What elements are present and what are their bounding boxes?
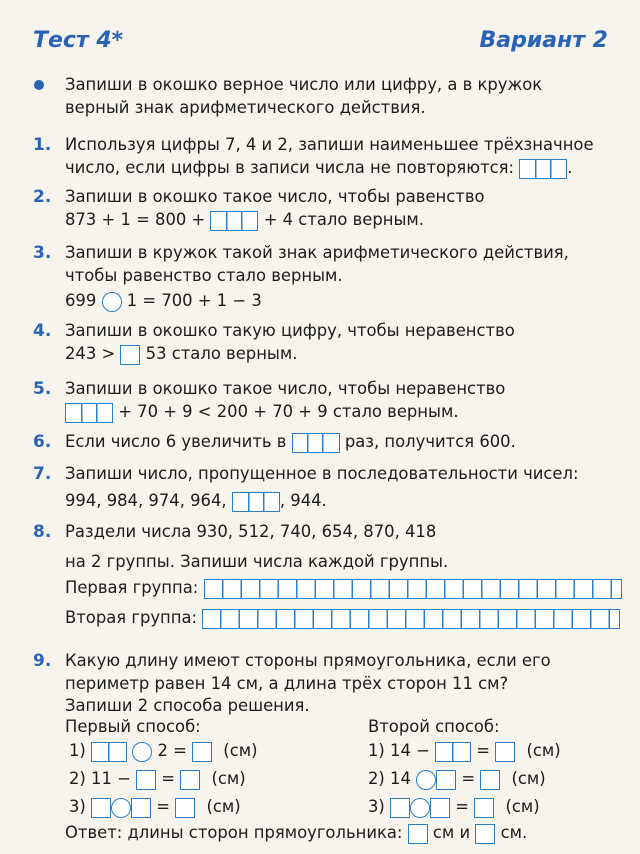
m1-s1-circle[interactable] (132, 742, 152, 762)
task-4-line-2 (65, 343, 297, 365)
answer-label: Ответ: длины сторон прямоугольника: (65, 823, 403, 842)
task-5-answer-box[interactable] (65, 403, 113, 423)
answer-box-2[interactable] (475, 824, 495, 844)
equals-sign: = (156, 797, 170, 816)
method-1-title: Первый способ: (65, 717, 201, 736)
task-7-line-1: Запиши число, пропущенное в последовательности чисел: (65, 464, 579, 483)
task-8-line-1: Раздели числа 930, 512, 740, 654, 870, 418 (65, 522, 437, 541)
equals-sign: = (461, 769, 476, 788)
m2-s1-text: 1) 14 − (368, 741, 430, 760)
task-1-line-1: Используя цифры 7, 4 и 2, запиши наименьшее трёхзначное (65, 135, 594, 154)
intro-line-1: Запиши в окошко верное число или цифру, а в кружок (65, 75, 543, 94)
task-5-line-1: Запиши в окошко такое число, чтобы неравенство (65, 379, 506, 398)
group-2-label: Вторая группа: (65, 608, 198, 627)
task-6-text-start: Если число 6 увеличить в (65, 432, 287, 451)
method-2-step-3 (368, 796, 540, 818)
task-7-sequence-end: , 944. (279, 491, 327, 510)
task-3-line-3 (65, 290, 262, 312)
intro-line-2: верный знак арифметического действия. (65, 98, 426, 117)
task-7-number: 7. (33, 464, 52, 484)
unit-label: (см) (511, 769, 546, 788)
task-4-inequality-end: 53 стало верным. (145, 344, 298, 363)
task-9-line-2: периметр равен 14 см, а длина трёх сторон 11 см? (65, 674, 509, 693)
group-1-answer-grid[interactable] (204, 579, 622, 599)
unit-label: (см) (206, 797, 241, 816)
task-8-line-2: на 2 группы. Запиши числа каждой группы. (65, 552, 449, 571)
task-9-answer-line (65, 822, 527, 844)
task-3-equation-start: 699 (65, 291, 97, 310)
equals-sign: = (476, 741, 491, 760)
method-2-step-2 (368, 768, 546, 790)
equals-sign: = (455, 797, 469, 816)
m2-s3-box-c[interactable] (474, 798, 494, 818)
method-2-step-1 (368, 740, 561, 762)
task-8-group-1 (65, 577, 622, 599)
m2-s3-circle[interactable] (410, 798, 430, 818)
m1-s2-box-a[interactable] (136, 770, 156, 790)
m1-s1-box-b[interactable] (192, 742, 212, 762)
m2-s3-box-a[interactable] (390, 798, 410, 818)
task-4-answer-box[interactable] (120, 345, 140, 365)
unit-label: (см) (223, 741, 258, 760)
variant-title: Вариант 2 (479, 28, 608, 53)
method-1-step-2 (69, 768, 246, 790)
task-5-number: 5. (33, 379, 52, 399)
test-title: Тест 4* (33, 28, 124, 53)
m2-s1-box-a[interactable] (435, 742, 471, 762)
task-9-number: 9. (33, 651, 52, 671)
m1-s3-box-b[interactable] (131, 798, 151, 818)
task-2-line-2 (65, 209, 424, 231)
method-1-step-3 (69, 796, 241, 818)
task-6-line-1 (65, 431, 516, 453)
task-7-answer-box[interactable] (232, 492, 280, 512)
task-3-line-2: чтобы равенство стало верным. (65, 266, 343, 285)
task-5-line-2 (65, 401, 459, 423)
m1-s3-circle[interactable] (111, 798, 131, 818)
answer-box-1[interactable] (408, 824, 428, 844)
task-6-text-end: раз, получится 600. (344, 432, 516, 451)
m2-s2-text: 2) 14 (368, 769, 411, 788)
task-1-line-2 (65, 157, 572, 179)
m1-s2-box-b[interactable] (180, 770, 200, 790)
task-4-number: 4. (33, 321, 52, 341)
task-2-answer-box[interactable] (210, 211, 258, 231)
answer-unit-end: см. (500, 823, 528, 842)
task-5-inequality-end: + 70 + 9 < 200 + 70 + 9 стало верным. (118, 402, 459, 421)
task-9-line-3: Запиши 2 способа решения. (65, 696, 310, 715)
task-6-number: 6. (33, 432, 52, 452)
task-2-line-1: Запиши в окошко такое число, чтобы равенство (65, 187, 485, 206)
unit-label: (см) (211, 769, 246, 788)
unit-label: (см) (505, 797, 540, 816)
task-2-number: 2. (33, 187, 52, 207)
task-2-equation-start: 873 + 1 = 800 + (65, 210, 206, 229)
task-7-line-2 (65, 490, 327, 512)
task-1-number: 1. (33, 135, 52, 155)
unit-label: (см) (526, 741, 561, 760)
m1-s3-box-c[interactable] (175, 798, 195, 818)
task-6-answer-box[interactable] (292, 433, 340, 453)
step-label: 3) (69, 797, 86, 816)
m1-s3-box-a[interactable] (91, 798, 111, 818)
task-3-number: 3. (33, 243, 52, 263)
task-9-line-1: Какую длину имеют стороны прямоугольника, если его (65, 651, 551, 670)
intro-bullet (34, 80, 44, 90)
answer-unit-and: см и (432, 823, 471, 842)
equals-sign: = (161, 769, 176, 788)
m1-s1-text: 2 = (157, 741, 187, 760)
m2-s2-box-b[interactable] (480, 770, 500, 790)
method-2-title: Второй способ: (368, 717, 500, 736)
m2-s2-circle[interactable] (416, 770, 436, 790)
task-3-equation-end: 1 = 700 + 1 − 3 (126, 291, 262, 310)
task-2-equation-end: + 4 стало верным. (263, 210, 424, 229)
task-1-dot: . (567, 158, 573, 177)
task-1-answer-box[interactable] (519, 159, 567, 179)
task-4-inequality-start: 243 > (65, 344, 116, 363)
m1-s1-box-a[interactable] (91, 742, 127, 762)
task-3-line-1: Запиши в кружок такой знак арифметического действия, (65, 243, 569, 262)
task-1-text: число, если цифры в записи числа не повторяются: (65, 158, 515, 177)
task-4-line-1: Запиши в окошко такую цифру, чтобы неравенство (65, 321, 515, 340)
task-3-answer-circle[interactable] (102, 292, 122, 312)
method-1-step-1 (69, 740, 257, 762)
task-7-sequence-start: 994, 984, 974, 964, (65, 491, 227, 510)
m2-s3-box-b[interactable] (430, 798, 450, 818)
group-1-label: Первая группа: (65, 578, 199, 597)
task-8-number: 8. (33, 522, 52, 542)
m2-s2-box-a[interactable] (436, 770, 456, 790)
group-2-answer-grid[interactable] (202, 609, 620, 629)
step-label: 1) (69, 741, 86, 760)
m2-s1-box-b[interactable] (495, 742, 515, 762)
step-label: 3) (368, 797, 385, 816)
task-8-group-2 (65, 607, 620, 629)
m1-s2-text: 2) 11 − (69, 769, 131, 788)
